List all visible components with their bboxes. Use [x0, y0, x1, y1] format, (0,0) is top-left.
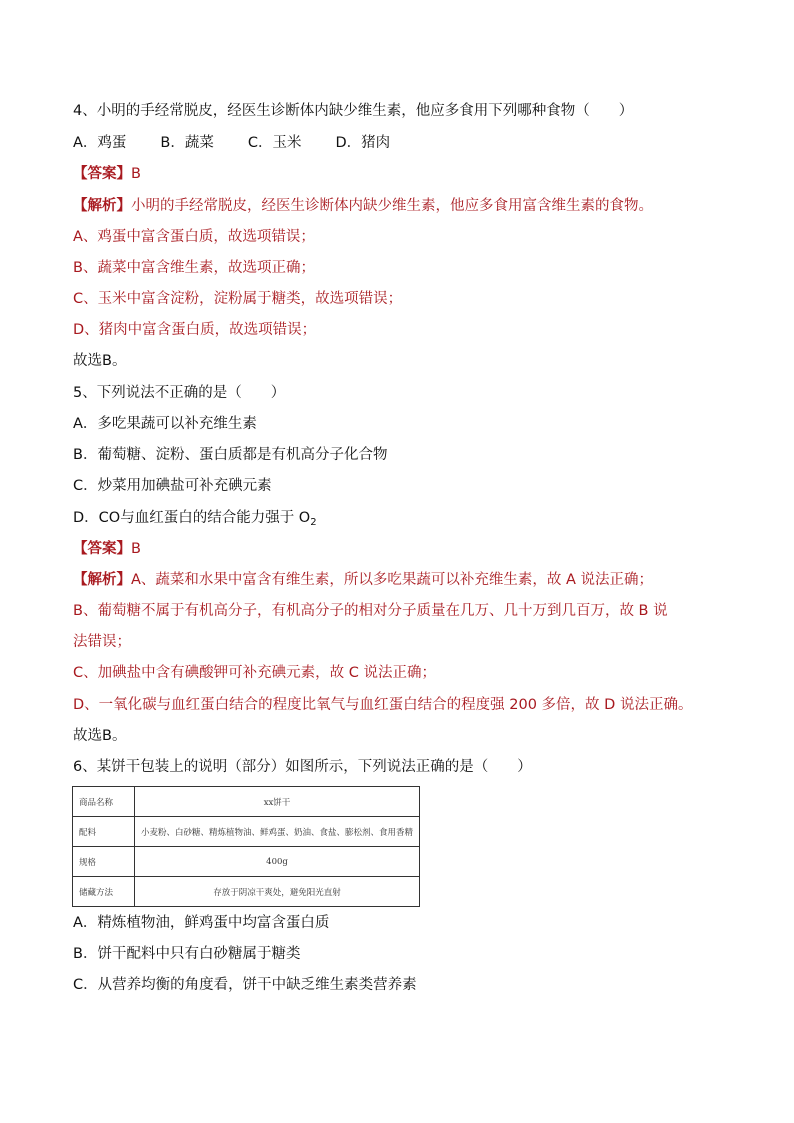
o2-subscript: 2	[310, 517, 317, 528]
q4-answer	[73, 164, 734, 184]
answer-tag: 【答案】	[73, 166, 131, 182]
answer-tag: 【答案】	[73, 541, 131, 557]
q4-analysis-line: A、鸡蛋中富含蛋白质，故选项错误；	[73, 229, 315, 245]
q5-option-b: B．葡萄糖、淀粉、蛋白质都是有机高分子化合物	[73, 447, 388, 463]
q6-stem: 6、某饼干包装上的说明（部分）如图所示，下列说法正确的是（ ）	[73, 759, 532, 775]
table-key: 规格	[73, 847, 135, 877]
q4-option-c: C．玉米	[247, 135, 302, 151]
analysis-text: A、蔬菜和水果中富含有维生素，所以多吃果蔬可以补充维生素，故 A 说法正确；	[131, 572, 654, 588]
q4-conclusion: 故选B。	[73, 353, 127, 369]
table-row	[73, 787, 420, 817]
q4-options	[73, 133, 734, 153]
q6-option-b: B．饼干配料中只有白砂糖属于糖类	[73, 946, 301, 962]
q6-option-c: C．从营养均衡的角度看，饼干中缺乏维生素类营养素	[73, 977, 417, 993]
q4-option-d: D．猪肉	[335, 135, 391, 151]
q4-analysis-line: D、猪肉中富含蛋白质，故选项错误；	[73, 322, 317, 338]
answer-value: B	[131, 166, 141, 182]
q4-analysis-line: B、蔬菜中富含维生素，故选项正确；	[73, 260, 315, 276]
table-row	[73, 847, 420, 877]
biscuit-label-table	[72, 786, 420, 907]
q5-option-c: C．炒菜用加碘盐可补充碘元素	[73, 478, 272, 494]
q5-option-a: A．多吃果蔬可以补充维生素	[73, 416, 257, 432]
q5-analysis-line: C、加碘盐中含有碘酸钾可补充碘元素，故 C 说法正确；	[73, 665, 436, 681]
q4-stem: 4、小明的手经常脱皮，经医生诊断体内缺少维生素，他应多食用下列哪种食物（ ）	[73, 103, 634, 119]
q5-analysis-line: 法错误；	[73, 634, 131, 650]
table-key: 配料	[73, 817, 135, 847]
analysis-tag: 【解析】	[73, 572, 131, 588]
q4-option-b: B．蔬菜	[160, 135, 214, 151]
table-row	[73, 877, 420, 907]
table-value: 小麦粉、白砂糖、精炼植物油、鲜鸡蛋、奶油、食盐、膨松剂、食用香精	[135, 817, 420, 847]
table-value: 400g	[135, 847, 420, 877]
table-row	[73, 817, 420, 847]
q5-stem: 5、下列说法不正确的是（ ）	[73, 385, 286, 401]
q4-analysis	[73, 196, 734, 216]
table-key: 商品名称	[73, 787, 135, 817]
table-value: 存放于阴凉干爽处，避免阳光直射	[135, 877, 420, 907]
q6-option-a: A．精炼植物油，鲜鸡蛋中均富含蛋白质	[73, 915, 330, 931]
q5-answer	[73, 539, 734, 559]
q5-option-d	[73, 508, 734, 528]
q5-analysis-line: B、葡萄糖不属于有机高分子，有机高分子的相对分子质量在几万、几十万到几百万，故 B 说	[73, 603, 668, 619]
analysis-text: 小明的手经常脱皮，经医生诊断体内缺少维生素，他应多食用富含维生素的食物。	[131, 198, 653, 214]
q5-analysis	[73, 570, 734, 590]
analysis-tag: 【解析】	[73, 198, 131, 214]
q4-option-a: A．鸡蛋	[73, 135, 127, 151]
q4-analysis-line: C、玉米中富含淀粉，淀粉属于糖类，故选项错误；	[73, 291, 403, 307]
answer-value: B	[131, 541, 141, 557]
table-key: 储藏方法	[73, 877, 135, 907]
table-value: xx饼干	[135, 787, 420, 817]
q5-option-d-text: D．CO与血红蛋白的结合能力强于 O	[73, 510, 311, 526]
q5-conclusion: 故选B。	[73, 728, 127, 744]
q5-analysis-line: D、一氧化碳与血红蛋白结合的程度比氧气与血红蛋白结合的程度强 200 多倍，故 D 说法正确。	[73, 697, 693, 713]
